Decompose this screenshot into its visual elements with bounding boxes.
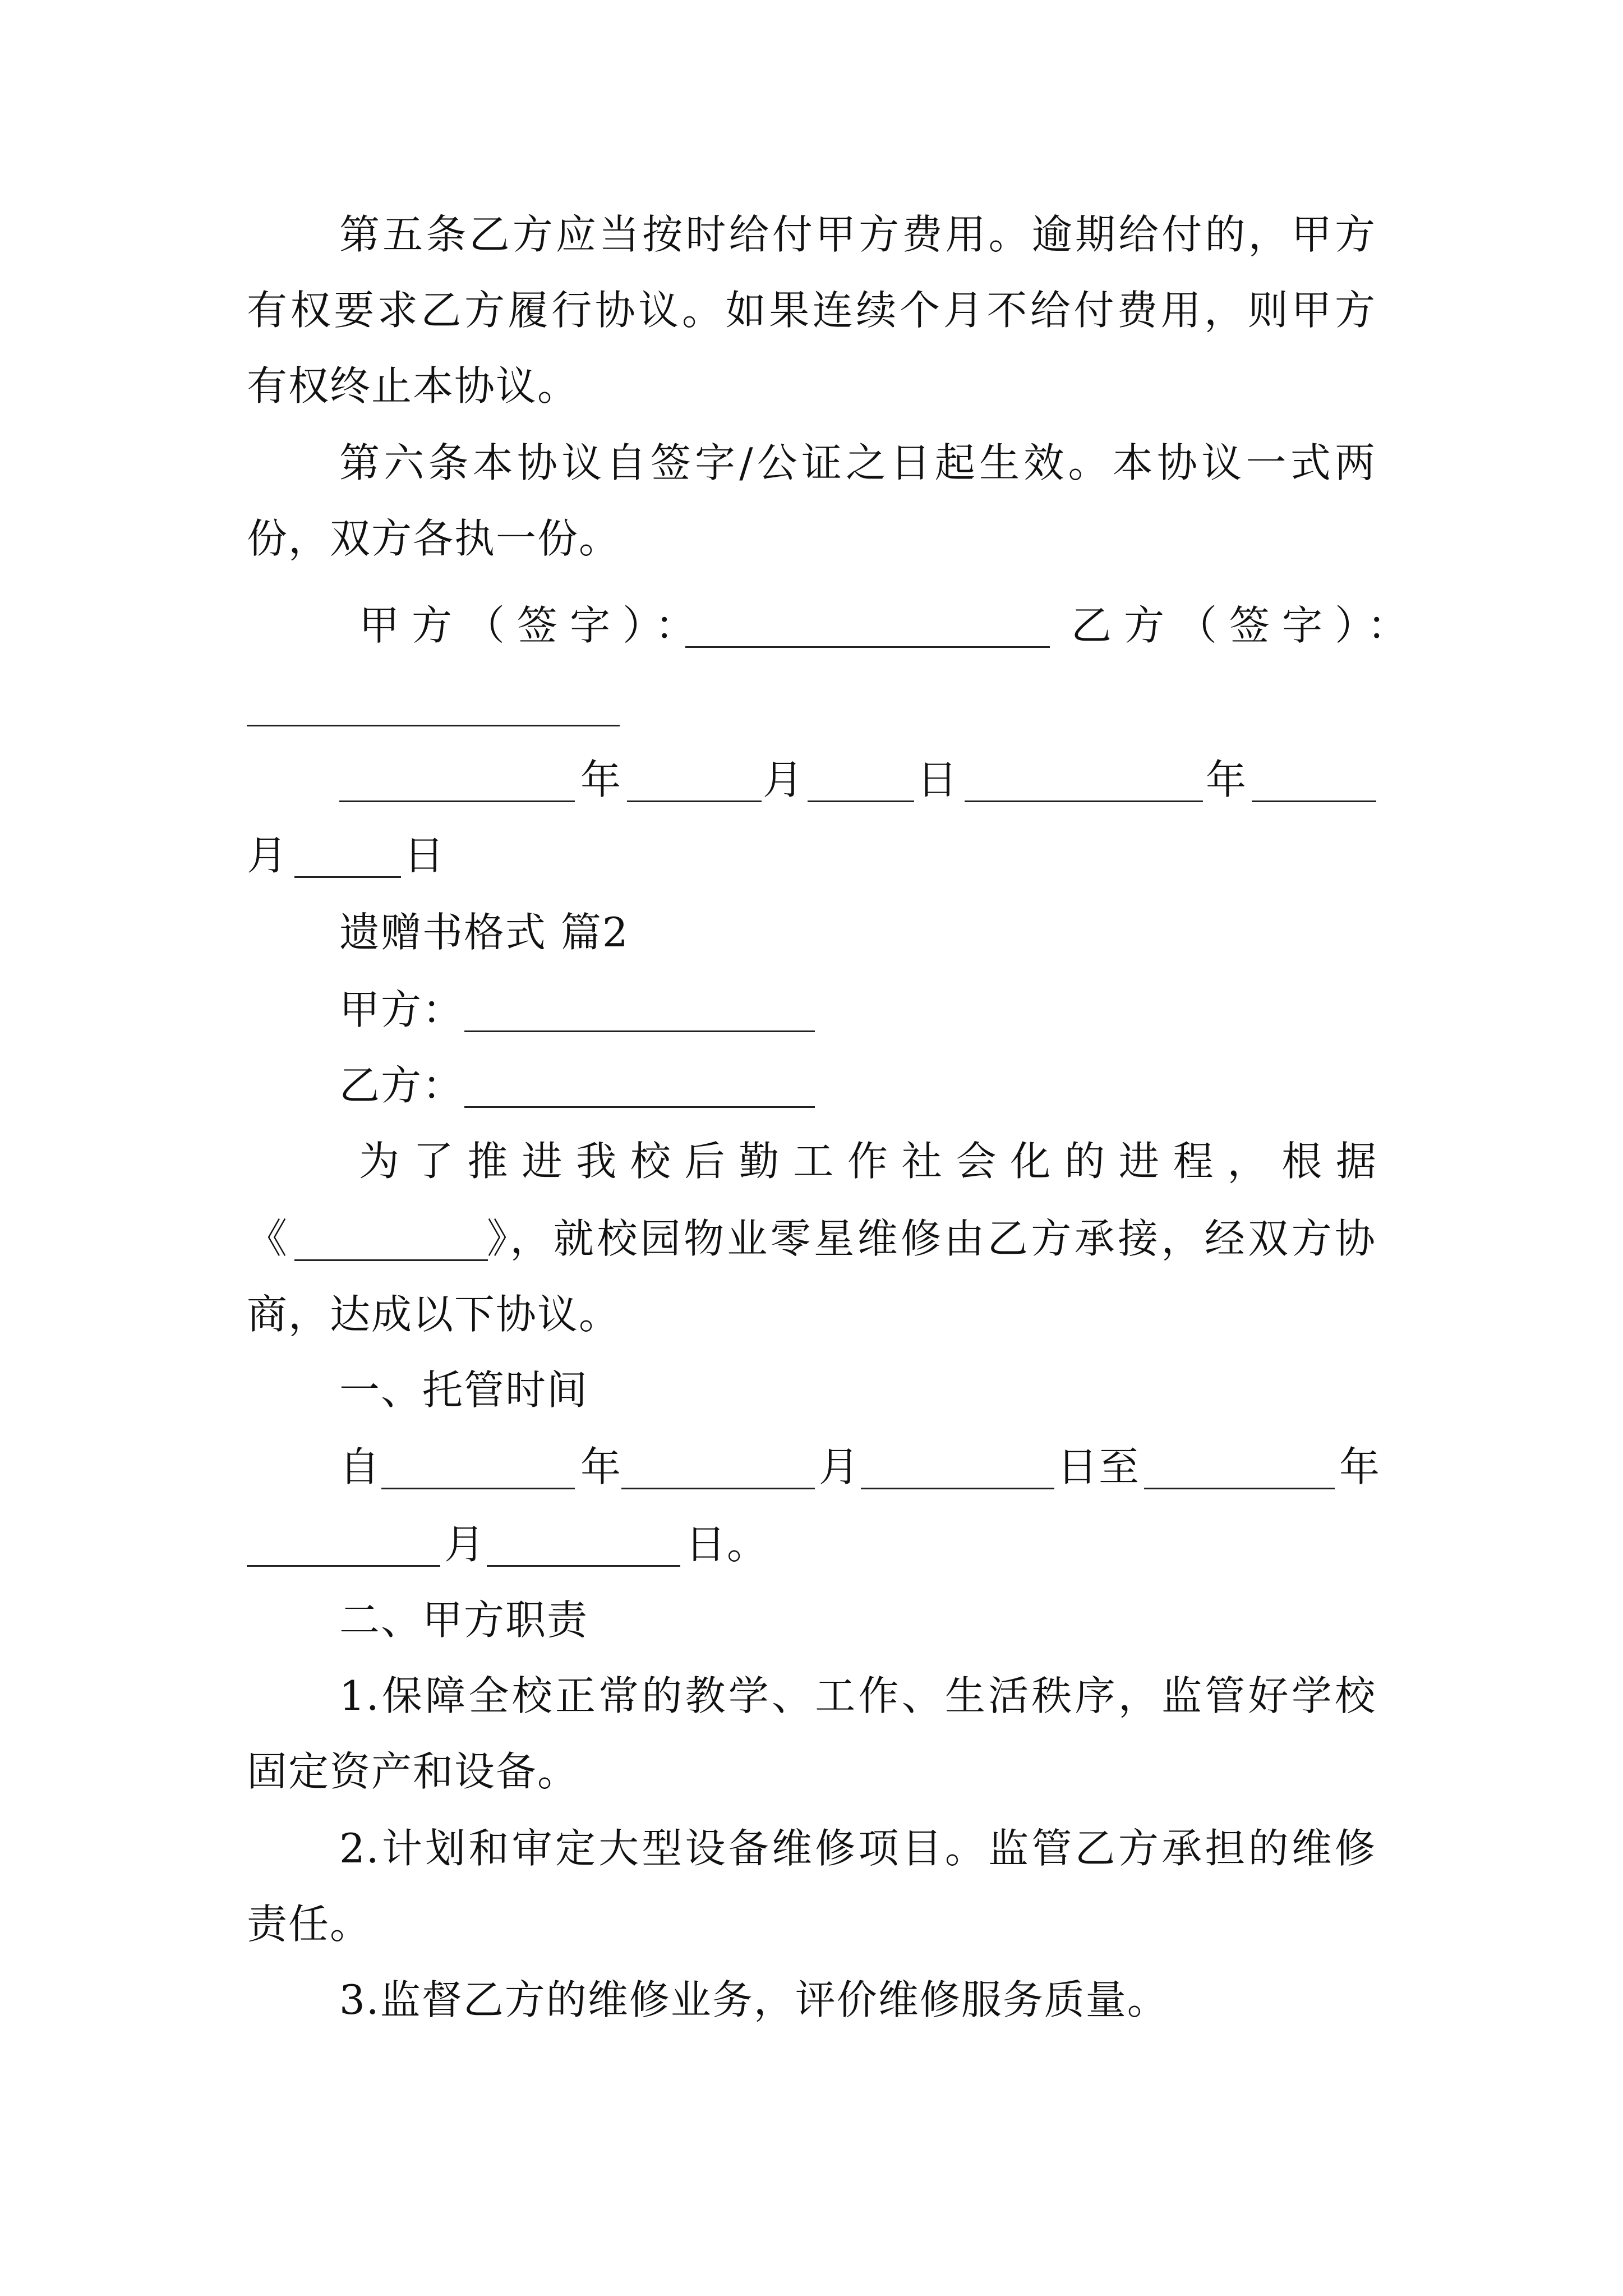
period-day-to-label: 日至: [1057, 1443, 1141, 1490]
item-1-line-1: 1.保障全校正常的教学、工作、生活秩序，监管好学校: [339, 1672, 1376, 1719]
date-b-year-blank[interactable]: [965, 760, 1203, 802]
date-a-day-label: 日: [917, 756, 959, 803]
date-a-year-blank[interactable]: [339, 760, 575, 802]
party-a-label: 甲方：: [339, 986, 464, 1033]
period-start-month-label: 月: [819, 1443, 861, 1490]
period-end-year-label: 年: [1339, 1443, 1381, 1490]
item-1-line-2: 固定资产和设备。: [247, 1748, 579, 1795]
clause-5-line-3: 有权终止本协议。: [247, 362, 579, 409]
date-b-year-label: 年: [1206, 756, 1248, 803]
date-a-month-label: 月: [763, 756, 805, 803]
party-b-blank[interactable]: [464, 1066, 815, 1108]
party-a-blank[interactable]: [464, 990, 815, 1032]
basis-document-blank[interactable]: [294, 1219, 488, 1261]
period-start-day-blank[interactable]: [861, 1447, 1054, 1489]
signature-blank-party-b[interactable]: [247, 684, 620, 726]
clause-6-line-1: 第六条本协议自签字/公证之日起生效。本协议一式两: [339, 439, 1376, 486]
signature-label-party-a: 甲方（签字）：: [359, 602, 708, 649]
date-b-month-label: 月: [247, 832, 289, 879]
intro-line-2-open: 《: [247, 1215, 289, 1262]
date-b-day-blank[interactable]: [294, 836, 401, 878]
date-b-month-blank[interactable]: [1252, 760, 1376, 802]
period-end-day-label: 日。: [685, 1521, 769, 1568]
signature-label-party-b: 乙方（签字）：: [1071, 602, 1421, 649]
period-end-month-label: 月: [444, 1521, 486, 1568]
period-end-day-blank[interactable]: [487, 1525, 680, 1567]
date-b-day-label: 日: [404, 832, 446, 879]
intro-line-3: 商，达成以下协议。: [247, 1291, 621, 1338]
heading-1: 一、托管时间: [339, 1366, 589, 1414]
section-title: 遗赠书格式 篇2: [339, 909, 629, 956]
clause-5-line-2: 有权要求乙方履行协议。如果连续个月不给付费用，则甲方: [247, 287, 1376, 334]
item-2-line-2: 责任。: [247, 1901, 372, 1948]
period-end-year-blank[interactable]: [1144, 1447, 1335, 1489]
heading-2: 二、甲方职责: [339, 1596, 589, 1644]
date-a-month-blank[interactable]: [627, 760, 762, 802]
period-end-month-blank[interactable]: [247, 1525, 440, 1567]
period-start-month-blank[interactable]: [621, 1447, 815, 1489]
intro-line-2-rest: 》，就校园物业零星维修由乙方承接，经双方协: [487, 1215, 1376, 1262]
period-from-label: 自: [339, 1443, 381, 1490]
date-a-day-blank[interactable]: [808, 760, 914, 802]
period-start-year-label: 年: [580, 1443, 623, 1490]
party-b-label: 乙方：: [339, 1062, 464, 1109]
period-start-year-blank[interactable]: [381, 1447, 575, 1489]
clause-6-line-2: 份，双方各执一份。: [247, 515, 621, 562]
intro-line-1: 为了推进我校后勤工作社会化的进程，根据: [359, 1138, 1376, 1185]
item-3-line-1: 3.监督乙方的维修业务，评价维修服务质量。: [339, 1976, 1169, 2023]
clause-5-line-1: 第五条乙方应当按时给付甲方费用。逾期给付的，甲方: [339, 211, 1376, 258]
item-2-line-1: 2.计划和审定大型设备维修项目。监管乙方承担的维修: [339, 1825, 1376, 1872]
signature-blank-party-a[interactable]: [685, 606, 1050, 648]
date-a-year-label: 年: [580, 756, 623, 803]
